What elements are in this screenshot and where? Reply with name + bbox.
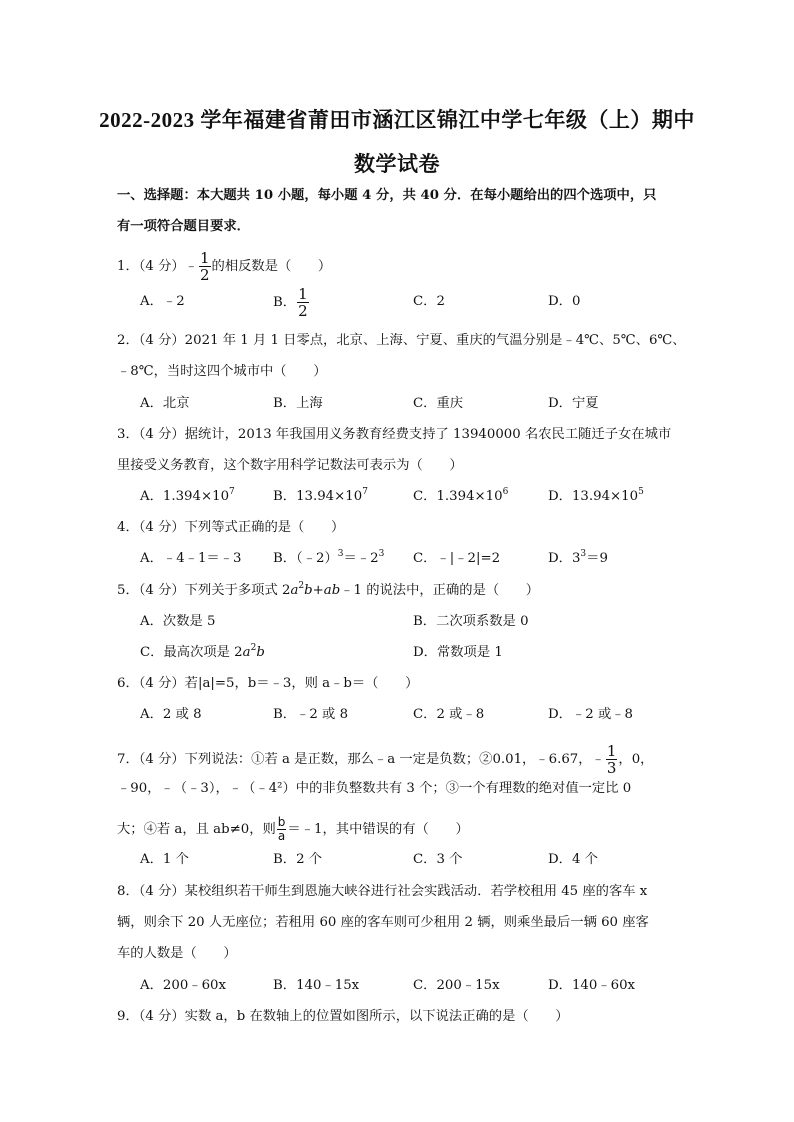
q4-option-a[interactable]: A．﹣4﹣1＝﹣3 (140, 551, 242, 566)
fraction: $\frac{1}{2}$ (298, 285, 308, 320)
question-2-line2: ﹣8℃，当时这四个城市中（ ） (117, 364, 327, 379)
q7-option-a[interactable]: A．1 个 (140, 852, 189, 867)
q6-option-c[interactable]: C．2 或﹣8 (413, 707, 485, 722)
exam-title-line1: 2022-2023 学年福建省莆田市涵江区锦江中学七年级（上）期中 (99, 108, 695, 132)
q6-option-d[interactable]: D．﹣2 或﹣8 (548, 707, 633, 722)
q1-option-c[interactable]: C．2 (413, 294, 445, 309)
q2-option-b[interactable]: B．上海 (273, 396, 323, 411)
q3-option-c[interactable]: C．$1.394\times 10^6$ (413, 487, 509, 504)
q5-option-d[interactable]: D．常数项是 1 (413, 645, 503, 660)
question-6: 6．（4 分）若|a|=5，b＝﹣3，则 a﹣b＝（ ） (117, 676, 419, 691)
q3-option-d[interactable]: D．$13.94\times 10^5$ (548, 487, 644, 504)
section1-instructions-line1: 一、选择题：本大题共 10 小题，每小题 4 分，共 40 分．在每小题给出的四个选项中，只 (117, 188, 657, 203)
question-8-line1: 8．（4 分）某校组织若干师生到恩施大峡谷进行社会实践活动．若学校租用 45 座的客车 x (117, 884, 648, 899)
q6-option-a[interactable]: A．2 或 8 (140, 707, 202, 722)
fraction: $\frac{b}{a}$ (277, 815, 286, 843)
q2-option-d[interactable]: D．宁夏 (548, 396, 599, 411)
question-9: 9．（4 分）实数 a，b 在数轴上的位置如图所示，以下说法正确的是（ ） (117, 1009, 569, 1024)
question-2-line1: 2．（4 分）2021 年 1 月 1 日零点，北京、上海、宁夏、重庆的气温分别是﹣4℃、5℃、6℃、 (117, 333, 686, 348)
q1-option-b[interactable]: B． $\frac{1}{2}$ (273, 285, 308, 320)
question-1: 1．（4 分）﹣ $\frac{1}{2}$ 的相反数是（ ） (117, 249, 332, 284)
q2-option-a[interactable]: A．北京 (140, 396, 190, 411)
question-3-line2: 里接受义务教育，这个数字用科学记数法可表示为（ ） (117, 458, 463, 473)
question-5: 5．（4 分）下列关于多项式 $2a^2b+ab﹣1$ 的说法中，正确的是（ ） (117, 581, 540, 598)
q4-option-d[interactable]: D．$3^3=9$ (548, 549, 608, 566)
q7-option-d[interactable]: D．4 个 (548, 852, 598, 867)
fraction: $\frac{1}{2}$ (199, 249, 210, 284)
q4-option-b[interactable]: B．$(﹣2)^3=﹣2^3$ (273, 549, 385, 566)
question-7-line3: 大；④若 a，且 ab≠0，则 $\frac{b}{a}$ ＝﹣1，其中错误的有（ ） (117, 815, 469, 843)
question-8-line2: 辆，则余下 20 人无座位；若租用 60 座的客车则可少租用 2 辆，则乘坐最后一辆 60 座客 (117, 915, 649, 930)
q6-option-b[interactable]: B．﹣2 或 8 (273, 707, 349, 722)
q8-option-d[interactable]: D．140﹣60x (548, 978, 636, 993)
question-4: 4．（4 分）下列等式正确的是（ ） (117, 520, 345, 535)
question-7-line1: 7．（4 分）下列说法：①若 a 是正数，那么﹣a 一定是负数；②0.01，﹣6.67，﹣ $\frac{1}{3}$ ，0， (117, 742, 654, 777)
question-3-line1: 3．（4 分）据统计，2013 年我国用义务教育经费支持了 13940000 名农民工随迁子女在城市 (117, 427, 672, 442)
q8-option-c[interactable]: C．200﹣15x (413, 978, 500, 993)
q7-option-b[interactable]: B．2 个 (273, 852, 323, 867)
exam-title-line2: 数学试卷 (354, 152, 440, 176)
q5-option-a[interactable]: A．次数是 5 (140, 614, 216, 629)
q7-option-c[interactable]: C．3 个 (413, 852, 463, 867)
q2-option-c[interactable]: C．重庆 (413, 396, 464, 411)
q1-option-d[interactable]: D．0 (548, 294, 581, 309)
question-7-line2: ﹣90，﹣（﹣3），﹣（﹣4²）中的非负整数共有 3 个；③一个有理数的绝对值一定比 0 (117, 781, 632, 796)
section1-instructions-line2: 有一项符合题目要求． (117, 219, 250, 234)
q1-option-a[interactable]: A．﹣2 (140, 294, 185, 309)
q5-option-b[interactable]: B．二次项系数是 0 (413, 614, 529, 629)
q4-option-c[interactable]: C．﹣|﹣2|=2 (413, 551, 501, 566)
fraction: $\frac{1}{3}$ (606, 742, 617, 777)
q3-option-a[interactable]: A．$1.394\times 10^7$ (140, 487, 235, 504)
question-8-line3: 车的人数是（ ） (117, 946, 237, 961)
q8-option-b[interactable]: B．140﹣15x (273, 978, 360, 993)
q3-option-b[interactable]: B．$13.94\times 10^7$ (273, 487, 368, 504)
q5-option-c[interactable]: C．最高次项是 $2a^2b$ (140, 643, 265, 660)
q8-option-a[interactable]: A．200﹣60x (140, 978, 226, 993)
